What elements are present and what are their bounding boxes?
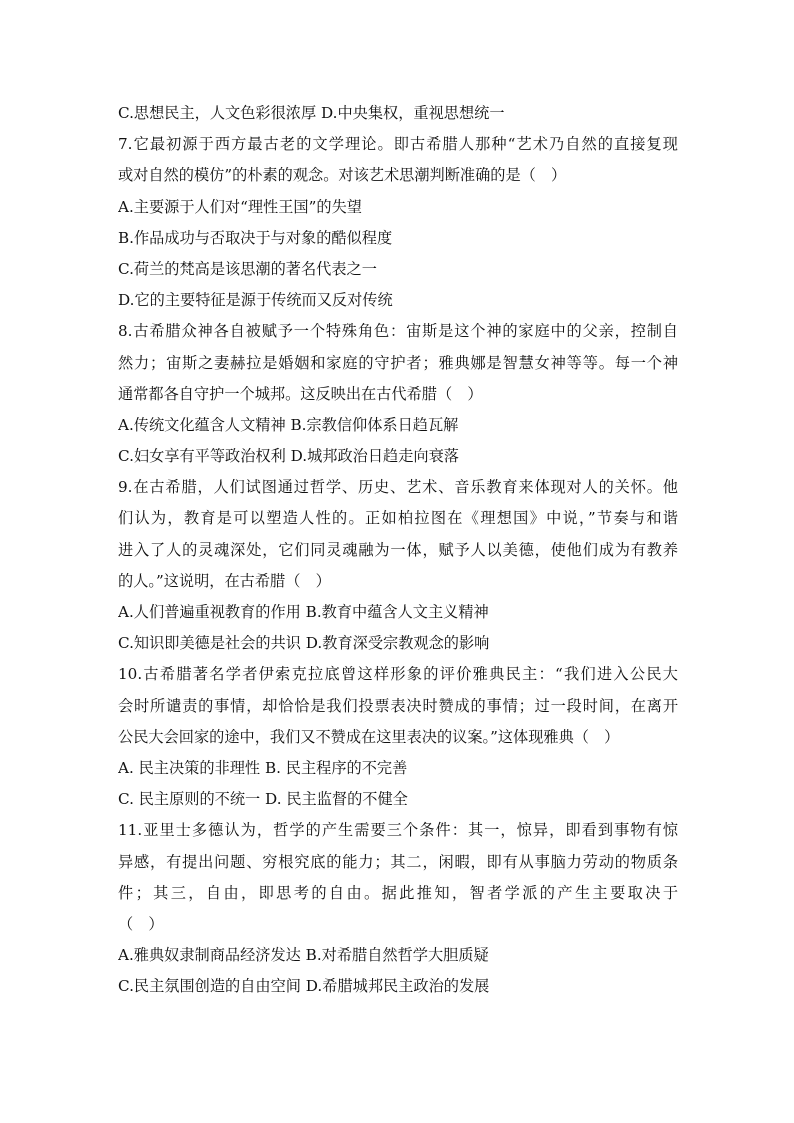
question-7-option-b: B.作品成功与否取决于与对象的酷似程度 xyxy=(118,228,393,247)
question-7-option-a: A.主要源于人们对“理性王国”的失望 xyxy=(118,197,362,216)
question-9-stem-line-4: 的人。”这说明，在古希腊（ ） xyxy=(118,571,331,590)
question-10-options-cd: C. 民主原则的不统一 D. 民主监督的不健全 xyxy=(118,790,408,809)
question-11-stem-line-2: 异感，有提出问题、穷根究底的能力；其二，闲暇，即有从事脑力劳动的物质条 xyxy=(118,852,678,871)
question-11-stem-line-3: 件；其三，自由，即思考的自由。据此推知，智者学派的产生主要取决于 xyxy=(118,883,678,902)
question-9-stem-line-3: 进入了人的灵魂深处，它们同灵魂融为一体，赋予人以美德，使他们成为有教养 xyxy=(118,540,678,559)
question-9-options-ab: A.人们普遍重视教育的作用 B.教育中蕴含人文主义精神 xyxy=(118,603,489,621)
question-10-stem-line-3: 公民大会回家的途中，我们又不赞成在这里表决的议案。”这体现雅典（ ） xyxy=(118,727,620,746)
question-8-stem-line-2: 然力；宙斯之妻赫拉是婚姻和家庭的守护者；雅典娜是智慧女神等等。每一个神 xyxy=(118,353,678,372)
question-8-stem-line-1: 8.古希腊众神各自被赋予一个特殊角色：宙斯是这个神的家庭中的父亲，控制自 xyxy=(118,322,678,341)
question-8-stem-line-3: 通常都各自守护一个城邦。这反映出在古代希腊（ ） xyxy=(118,384,483,403)
question-9-options-cd: C.知识即美德是社会的共识 D.教育深受宗教观念的影响 xyxy=(118,634,490,653)
document-page xyxy=(118,98,678,1002)
question-7-option-d: D.它的主要特征是源于传统而又反对传统 xyxy=(118,291,393,310)
question-7-option-c: C.荷兰的梵高是该思潮的著名代表之一 xyxy=(118,259,377,278)
question-11-options-cd: C.民主氛围创造的自由空间 D.希腊城邦民主政治的发展 xyxy=(118,977,490,996)
question-7-stem-line-1: 7.它最初源于西方最古老的文学理论。即古希腊人那种“艺术乃自然的直接复现 xyxy=(118,135,678,154)
question-10-stem-line-1: 10.古希腊著名学者伊索克拉底曾这样形象的评价雅典民主：“我们进入公民大 xyxy=(118,665,678,684)
question-9-stem-line-2: 们认为，教育是可以塑造人性的。正如柏拉图在《理想国》中说，”节奏与和谐 xyxy=(118,509,678,528)
question-8-options-cd: C.妇女享有平等政治权利 D.城邦政治日趋走向衰落 xyxy=(118,447,459,466)
question-10-options-ab: A. 民主决策的非理性 B. 民主程序的不完善 xyxy=(118,758,408,777)
question-7-stem-line-2: 或对自然的模仿”的朴素的观念。对该艺术思潮判断准确的是（ ） xyxy=(118,166,567,185)
question-11-stem-line-1: 11.亚里士多德认为，哲学的产生需要三个条件：其一，惊异，即看到事物有惊 xyxy=(118,821,678,840)
question-11-stem-line-4: （ ） xyxy=(118,914,164,933)
question-11-options-ab: A.雅典奴隶制商品经济发达 B.对希腊自然哲学大胆质疑 xyxy=(118,946,489,965)
question-8-options-ab: A.传统文化蕴含人文精神 B.宗教信仰体系日趋瓦解 xyxy=(118,415,459,434)
question-9-stem-line-1: 9.在古希腊，人们试图通过哲学、历史、艺术、音乐教育来体现对人的关怀。他 xyxy=(118,478,678,497)
option-line-6c-6d: C.思想民主，人文色彩很浓厚 D.中央集权，重视思想统一 xyxy=(118,104,505,122)
question-10-stem-line-2: 会时所谴责的事情，却恰恰是我们投票表决时赞成的事情；过一段时间，在离开 xyxy=(118,696,678,715)
